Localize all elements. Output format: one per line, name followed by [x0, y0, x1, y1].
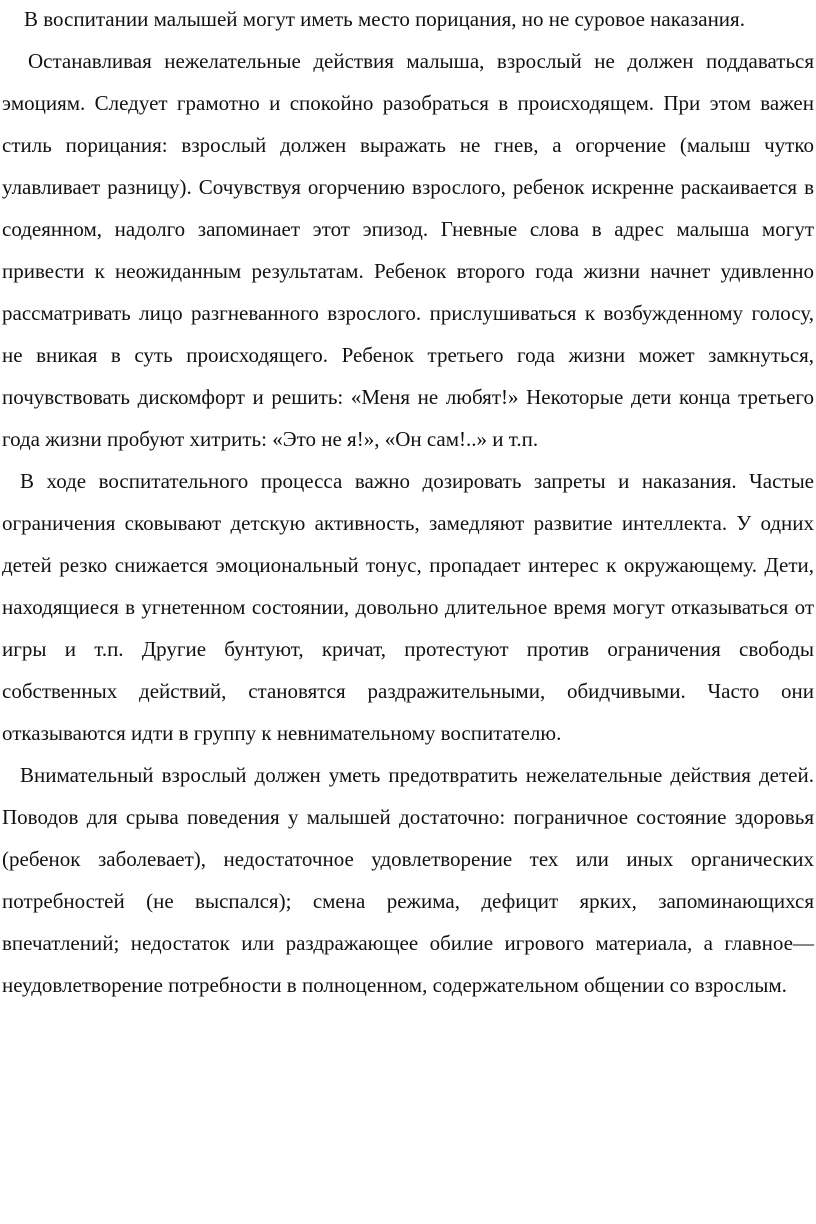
paragraph-4: Внимательный взрослый должен уметь предотвратить нежелательные действия детей. Поводов для срыва поведения у малышей достаточно: пограничное состояние здоровья (ребенок заболевает), недостаточное удовлетворение тех или иных органических потребностей (не выспался); смена режима, дефицит ярких, запоминающихся впечатлений; недостаток или раздражающее обилие игрового материала, а главное—неудовлетворение потребности в полноценном, содержательном общении со взрослым. — [2, 763, 814, 997]
paragraph-3: В ходе воспитательного процесса важно дозировать запреты и наказания. Частые ограничения сковывают детскую активность, замедляют развитие интеллекта. У одних детей резко снижается эмоциональный тонус, пропадает интерес к окружающему. Дети, находящиеся в угнетенном состоянии, довольно длительное время могут отказываться от игры и т.п. Другие бунтуют, кричат, протестуют против ограничения свободы собственных действий, становятся раздражительными, обидчивыми. Часто они отказываются идти в группу к невнимательному воспитателю. — [2, 469, 814, 745]
paragraph-1: В воспитании малышей могут иметь место порицания, но не суровое наказания. — [24, 7, 745, 31]
paragraph-2: Останавливая нежелательные действия малыша, взрослый не должен поддаваться эмоциям. Следует грамотно и спокойно разобраться в происходящем. При этом важен стиль порицания: взрослый должен выражать не гнев, а огорчение (малыш чутко улавливает разницу). Сочувствуя огорчению взрослого, ребенок искренне раскаивается в содеянном, надолго запоминает этот эпизод. Гневные слова в адрес малыша могут привести к неожиданным результатам. Ребенок второго года жизни начнет удивленно рассматривать лицо разгневанного взрослого. прислушиваться к возбужденному голосу, не вникая в суть происходящего. Ребенок третьего года жизни может замкнуться, почувствовать дискомфорт и решить: «Меня не любят!» Некоторые дети конца третьего года жизни пробуют хитрить: «Это не я!», «Он сам!..» и т.п. — [2, 49, 814, 451]
